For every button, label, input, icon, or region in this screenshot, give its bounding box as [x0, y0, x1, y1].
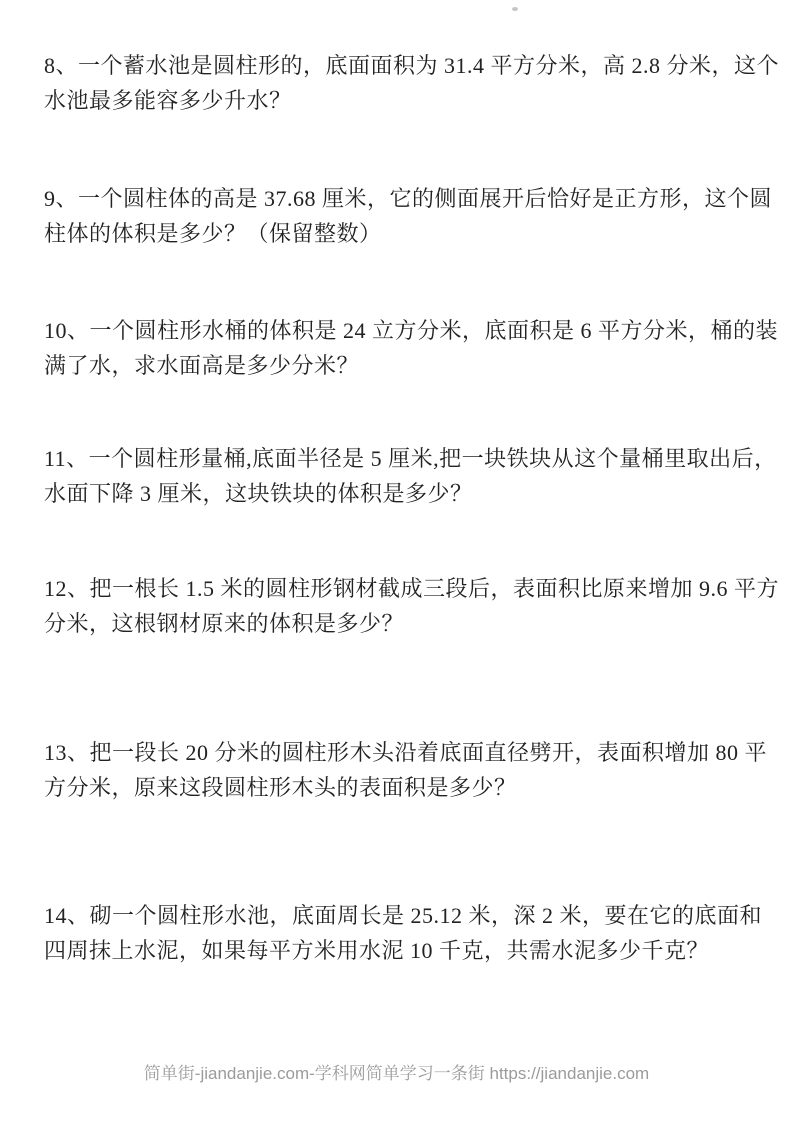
- smudge-artifact: [512, 7, 518, 11]
- question-item-9: [44, 181, 773, 251]
- question-item-11: [44, 441, 777, 511]
- question-item-13: [44, 735, 773, 805]
- question-line: 水面下降 3 厘米，这块铁块的体积是多少？: [44, 481, 473, 506]
- question-item-14: [44, 898, 773, 968]
- question-item-8: [44, 48, 780, 118]
- question-line: 12、把一根长 1.5 米的圆柱形钢材截成三段后，表面积比原来增加 9.6 平方: [44, 576, 780, 601]
- question-line: 水池最多能容多少升水？: [44, 88, 292, 113]
- footer-watermark: [0, 1062, 793, 1085]
- question-line: 8、一个蓄水池是圆柱形的，底面面积为 31.4 平方分米，高 2.8 分米，这个: [44, 53, 780, 78]
- question-line: 11、一个圆柱形量桶,底面半径是 5 厘米,把一块铁块从这个量桶里取出后，: [44, 446, 777, 471]
- question-line: 10、一个圆柱形水桶的体积是 24 立方分米，底面积是 6 平方分米，桶的装: [44, 318, 779, 343]
- question-line: 14、砌一个圆柱形水池，底面周长是 25.12 米，深 2 米，要在它的底面和: [44, 903, 763, 928]
- question-line: 9、一个圆柱体的高是 37.68 厘米，它的侧面展开后恰好是正方形，这个圆: [44, 186, 773, 211]
- question-line: 柱体的体积是多少？（保留整数）: [44, 221, 382, 246]
- question-line: 方分米，原来这段圆柱形木头的表面积是多少？: [44, 775, 517, 800]
- question-line: 满了水，求水面高是多少分米？: [44, 353, 360, 378]
- question-line: 分米，这根钢材原来的体积是多少？: [44, 611, 405, 636]
- question-item-10: [44, 313, 779, 383]
- question-item-12: [44, 571, 780, 641]
- question-line: 四周抹上水泥，如果每平方米用水泥 10 千克，共需水泥多少千克？: [44, 938, 710, 963]
- footer-text: 简单街-jiandanjie.com-学科网简单学习一条街 https://jiandanjie.com: [143, 1064, 650, 1083]
- question-line: 13、把一段长 20 分米的圆柱形木头沿着底面直径劈开，表面积增加 80 平: [44, 740, 768, 765]
